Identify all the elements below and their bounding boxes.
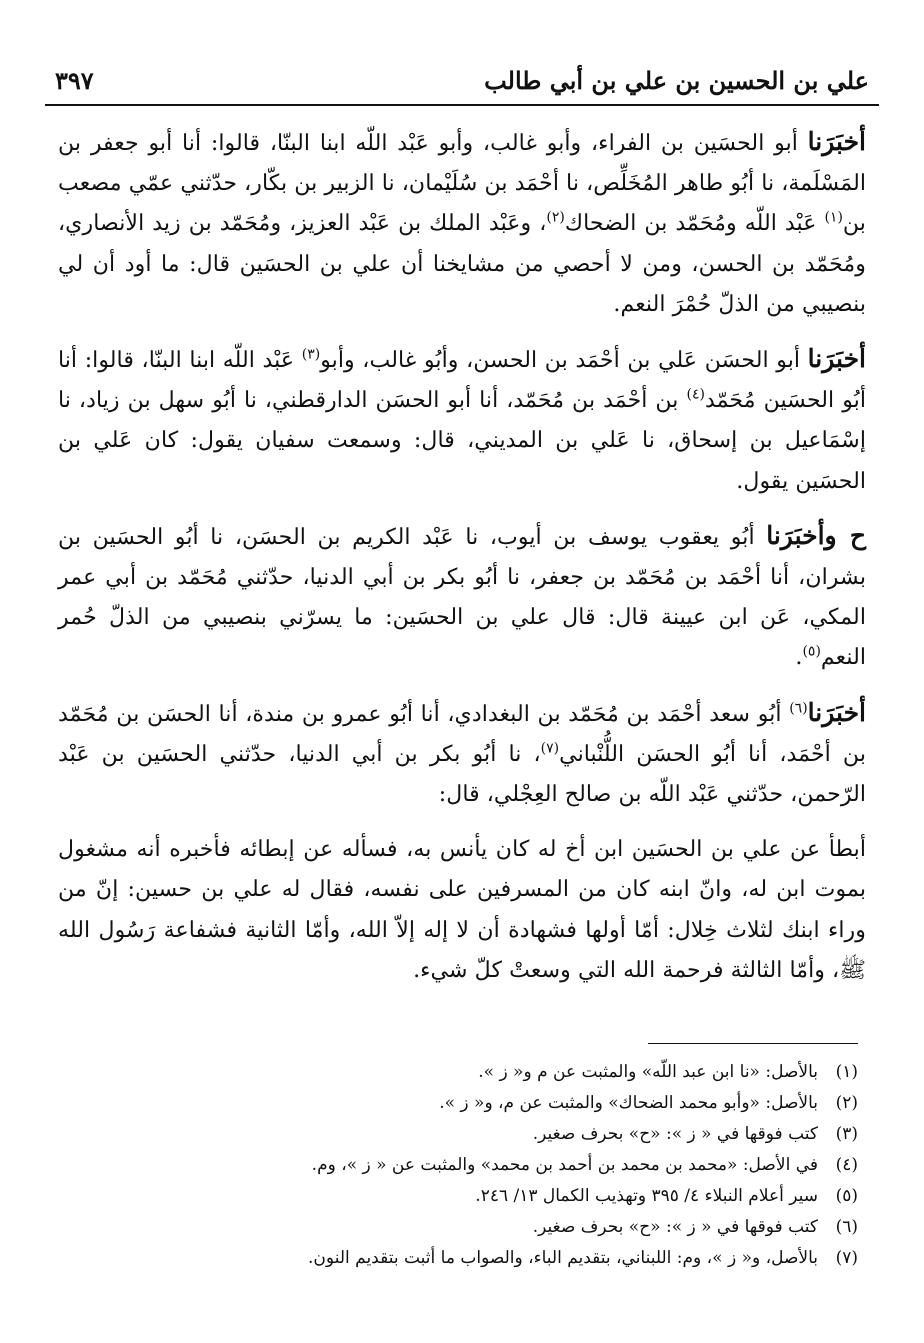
paragraph-text: ، وعَبْد الملك بن عَبْد العزيز، ومُحَمّد بن زيد الأنصاري، ومُحَمّد بن الحسن، ومن لا أحصي من مشايخنا أن علي بن الحسَين قال: ما أود أن لي بنصيبي من الذلّ حُمْرَ النعم. — [58, 210, 866, 317]
footnote — [66, 1057, 858, 1088]
footnote-marker: (٧) — [540, 740, 560, 757]
footnote-marker: (٤) — [686, 386, 705, 403]
paragraph-text: أبو الحسَن عَلي بن أحْمَد بن الحسن، وأبُو غالب، وأبو — [320, 347, 808, 374]
footnote — [66, 1150, 858, 1181]
paragraph-1 — [58, 122, 866, 324]
footnote-number: (٦) — [835, 1217, 858, 1237]
paragraph-text: أبطأ عن علي بن الحسَين ابن أخ له كان يأنس به، فسأله عن إبطائه فأخبره أنه مشغول بموت ابن له، وانّ ابنه كان من المسرفين على نفسه، فقال له علي بن حسين: إنّ من وراء ابنك لثلاث خِلال: أمّا أولها فشهادة أن لا إله إلاّ الله، وأمّا الثانية فشفاعة رَسُول الله ﷺ، وأمّا الثالثة فرحمة الله التي وسعتْ كلّ شيء. — [58, 836, 866, 983]
paragraph-text: أبُو يعقوب يوسف بن أيوب، نا عَبْد الكريم بن الحسَن، نا أبُو الحسَين بن بشران، أنا أحْمَد بن مُحَمّد بن جعفر، نا أبُو بكر بن أبي الدنيا، حدّثني مُحَمّد بن أبي عمر المكي، عَن ابن عيينة قال: قال علي بن الحسَين: ما يسرّني بنصيبي من الذلّ حُمر النعم — [58, 523, 866, 671]
paragraph-text: أبُو سعد أحْمَد بن مُحَمّد بن البغدادي، أنا أبُو عمرو بن مندة، أنا الحسَن بن مُحَمّد بن أحْمَد، أنا أبُو الحسَن اللُّنْباني — [58, 700, 866, 767]
paragraph-2 — [58, 339, 866, 501]
footnote-number: (٥) — [835, 1186, 858, 1206]
paragraph-lead: ح وأخبَرَنا — [766, 520, 866, 550]
header-rule — [45, 104, 879, 106]
footnote-number: (٣) — [835, 1124, 858, 1144]
paragraph-lead: أخبَرَنا — [807, 344, 866, 374]
footnote-text: بالأصل: «نا ابن عبد اللّه» والمثبت عن م و« ز ». — [478, 1062, 818, 1082]
footnote-marker: (١) — [824, 210, 843, 227]
footnote-number: (٤) — [835, 1155, 858, 1175]
footnote-number: (١) — [835, 1062, 858, 1082]
footnote-text: سير أعلام النبلاء ٤/ ٣٩٥ وتهذيب الكمال ١٣/ ٢٤٦. — [475, 1186, 818, 1206]
paragraph-text: أبو الحسَين بن الفراء، وأبو غالب، وأبو عَبْد اللّه ابنا البنّا، قالوا: أنا أبو جعفر بن المَسْلَمة، نا أبُو طاهر المُخَلِّص، نا أحْمَد بن سُلَيْمان، نا الزبير بن بكّار، حدّثني عمّي مصعب بن — [58, 130, 866, 237]
page-number: ٣٩٧ — [55, 65, 94, 95]
footnote-rule — [648, 1043, 858, 1044]
footnotes — [66, 1057, 858, 1274]
paragraph-4 — [58, 693, 866, 815]
main-text — [58, 122, 866, 1005]
footnote-marker: (٢) — [546, 210, 565, 227]
paragraph-text: ، نا أبُو بكر بن أبي الدنيا، حدّثني الحسَين بن عَبْد الرّحمن، حدّثني عَبْد اللّه بن صالح العِجْلي، قال: — [58, 740, 866, 808]
running-title: علي بن الحسين بن علي بن أبي طالب — [484, 65, 869, 95]
footnote — [66, 1212, 858, 1243]
footnote-text: بالأصل: «وأبو محمد الضحاك» والمثبت عن م، و« ز ». — [439, 1093, 818, 1113]
footnote — [66, 1088, 858, 1119]
footnote-marker: (٣) — [301, 346, 321, 363]
footnote-marker: (٥) — [802, 644, 821, 661]
footnote-text: كتب فوقها في « ز »: «ح» بحرف صغير. — [532, 1217, 818, 1237]
footnote — [66, 1181, 858, 1212]
paragraph-lead: أخبَرَنا — [807, 127, 866, 156]
paragraph-text: عَبْد اللّه ومُحَمّد بن الضحاك — [564, 210, 825, 237]
paragraph-text: بن أحْمَد بن مُحَمّد، أنا أبو الحسَن الدارقطني، نا أبُو سهل بن زياد، نا إسْمَاعيل بن إسحاق، نا عَلي بن المديني، قال: وسمعت سفيان يقول: كان عَلي بن الحسَين يقول. — [58, 387, 866, 494]
footnote-marker: (٦) — [789, 700, 808, 717]
paragraph-3 — [58, 516, 866, 678]
footnote — [66, 1119, 858, 1150]
footnote-text: في الأصل: «محمد بن محمد بن أحمد بن محمد» والمثبت عن « ز »، وم. — [311, 1155, 818, 1175]
page-header — [55, 58, 869, 102]
paragraph-text: . — [795, 644, 803, 671]
footnote-text: كتب فوقها في « ز »: «ح» بحرف صغير. — [532, 1124, 818, 1144]
paragraph-text: عَبْد اللّه ابنا البنّا، قالوا: أنا أبُو الحسَين مُحَمّد — [58, 347, 866, 414]
footnote — [66, 1243, 858, 1274]
paragraph-5 — [58, 829, 866, 990]
paragraph-lead: أخبَرَنا — [807, 697, 866, 727]
footnote-number: (٧) — [835, 1248, 858, 1268]
footnote-number: (٢) — [835, 1093, 858, 1113]
footnote-text: بالأصل، و« ز »، وم: اللبناني، بتقديم الباء، والصواب ما أثبت بتقديم النون. — [308, 1248, 818, 1268]
